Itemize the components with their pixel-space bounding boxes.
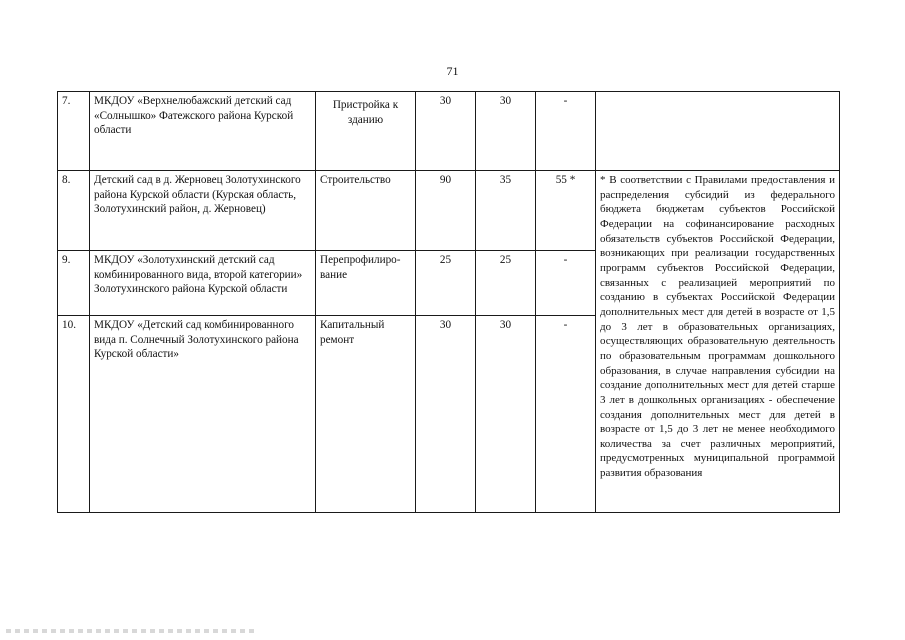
- note-empty-cell: [596, 92, 840, 171]
- value-additional: -: [536, 316, 596, 513]
- value-additional: 55 *: [536, 171, 596, 251]
- value-total: 30: [416, 316, 476, 513]
- value-total: 90: [416, 171, 476, 251]
- value-additional: -: [536, 251, 596, 316]
- work-type: Пристройка к зданию: [316, 92, 416, 171]
- table-row: [58, 92, 840, 171]
- row-number: 8.: [58, 171, 90, 251]
- row-number: 10.: [58, 316, 90, 513]
- facility-name: Детский сад в д. Жерновец Золотухинского района Курской области (Курская область, Золотухинский район, д. Жерновец): [90, 171, 316, 251]
- facility-name: МКДОУ «Верхнелюбажский детский сад «Солнышко» Фатежского района Курской области: [90, 92, 316, 171]
- value-funded: 25: [476, 251, 536, 316]
- work-type: Перепрофилиро-вание: [316, 251, 416, 316]
- value-total: 30: [416, 92, 476, 171]
- value-funded: 35: [476, 171, 536, 251]
- page-number: 71: [446, 64, 459, 78]
- row-number: 9.: [58, 251, 90, 316]
- value-total: 25: [416, 251, 476, 316]
- value-funded: 30: [476, 316, 536, 513]
- facility-name: МКДОУ «Золотухинский детский сад комбинированного вида, второй категории» Золотухинского района Курской области: [90, 251, 316, 316]
- work-type: Капитальный ремонт: [316, 316, 416, 513]
- work-type: Строительство: [316, 171, 416, 251]
- facilities-table: [57, 91, 840, 513]
- value-funded: 30: [476, 92, 536, 171]
- row-number: 7.: [58, 92, 90, 171]
- footnote-text: * В соответствии с Правилами предоставления и распределения субсидий из федерального бюджета бюджетам субъектов Российской Федерации на софинансирование расходных обязательств субъектов Российской Федерации, возникающих при реализации государственных программ субъектов Российской Федерации, связанных с реализацией мероприятий по созданию в субъектах Российской Федерации дополнительных мест для детей в возрасте от 1,5 до 3 лет в образовательных организациях, осуществляющих образовательную деятельность по образовательным программам дошкольного образования, в случае направления субсидии на создание дополнительных мест для детей старше 3 лет в дошкольных организациях - обеспечение создания дополнительных мест для детей в возрасте от 1,5 до 3 лет не менее необходимого количества за счет различных мероприятий, предусмотренных муниципальной программой развития образования: [596, 171, 840, 513]
- scan-artifact-marks: [6, 629, 256, 633]
- table-row: [58, 171, 840, 251]
- facility-name: МКДОУ «Детский сад комбинированного вида п. Солнечный Золотухинского района Курской области»: [90, 316, 316, 513]
- value-additional: -: [536, 92, 596, 171]
